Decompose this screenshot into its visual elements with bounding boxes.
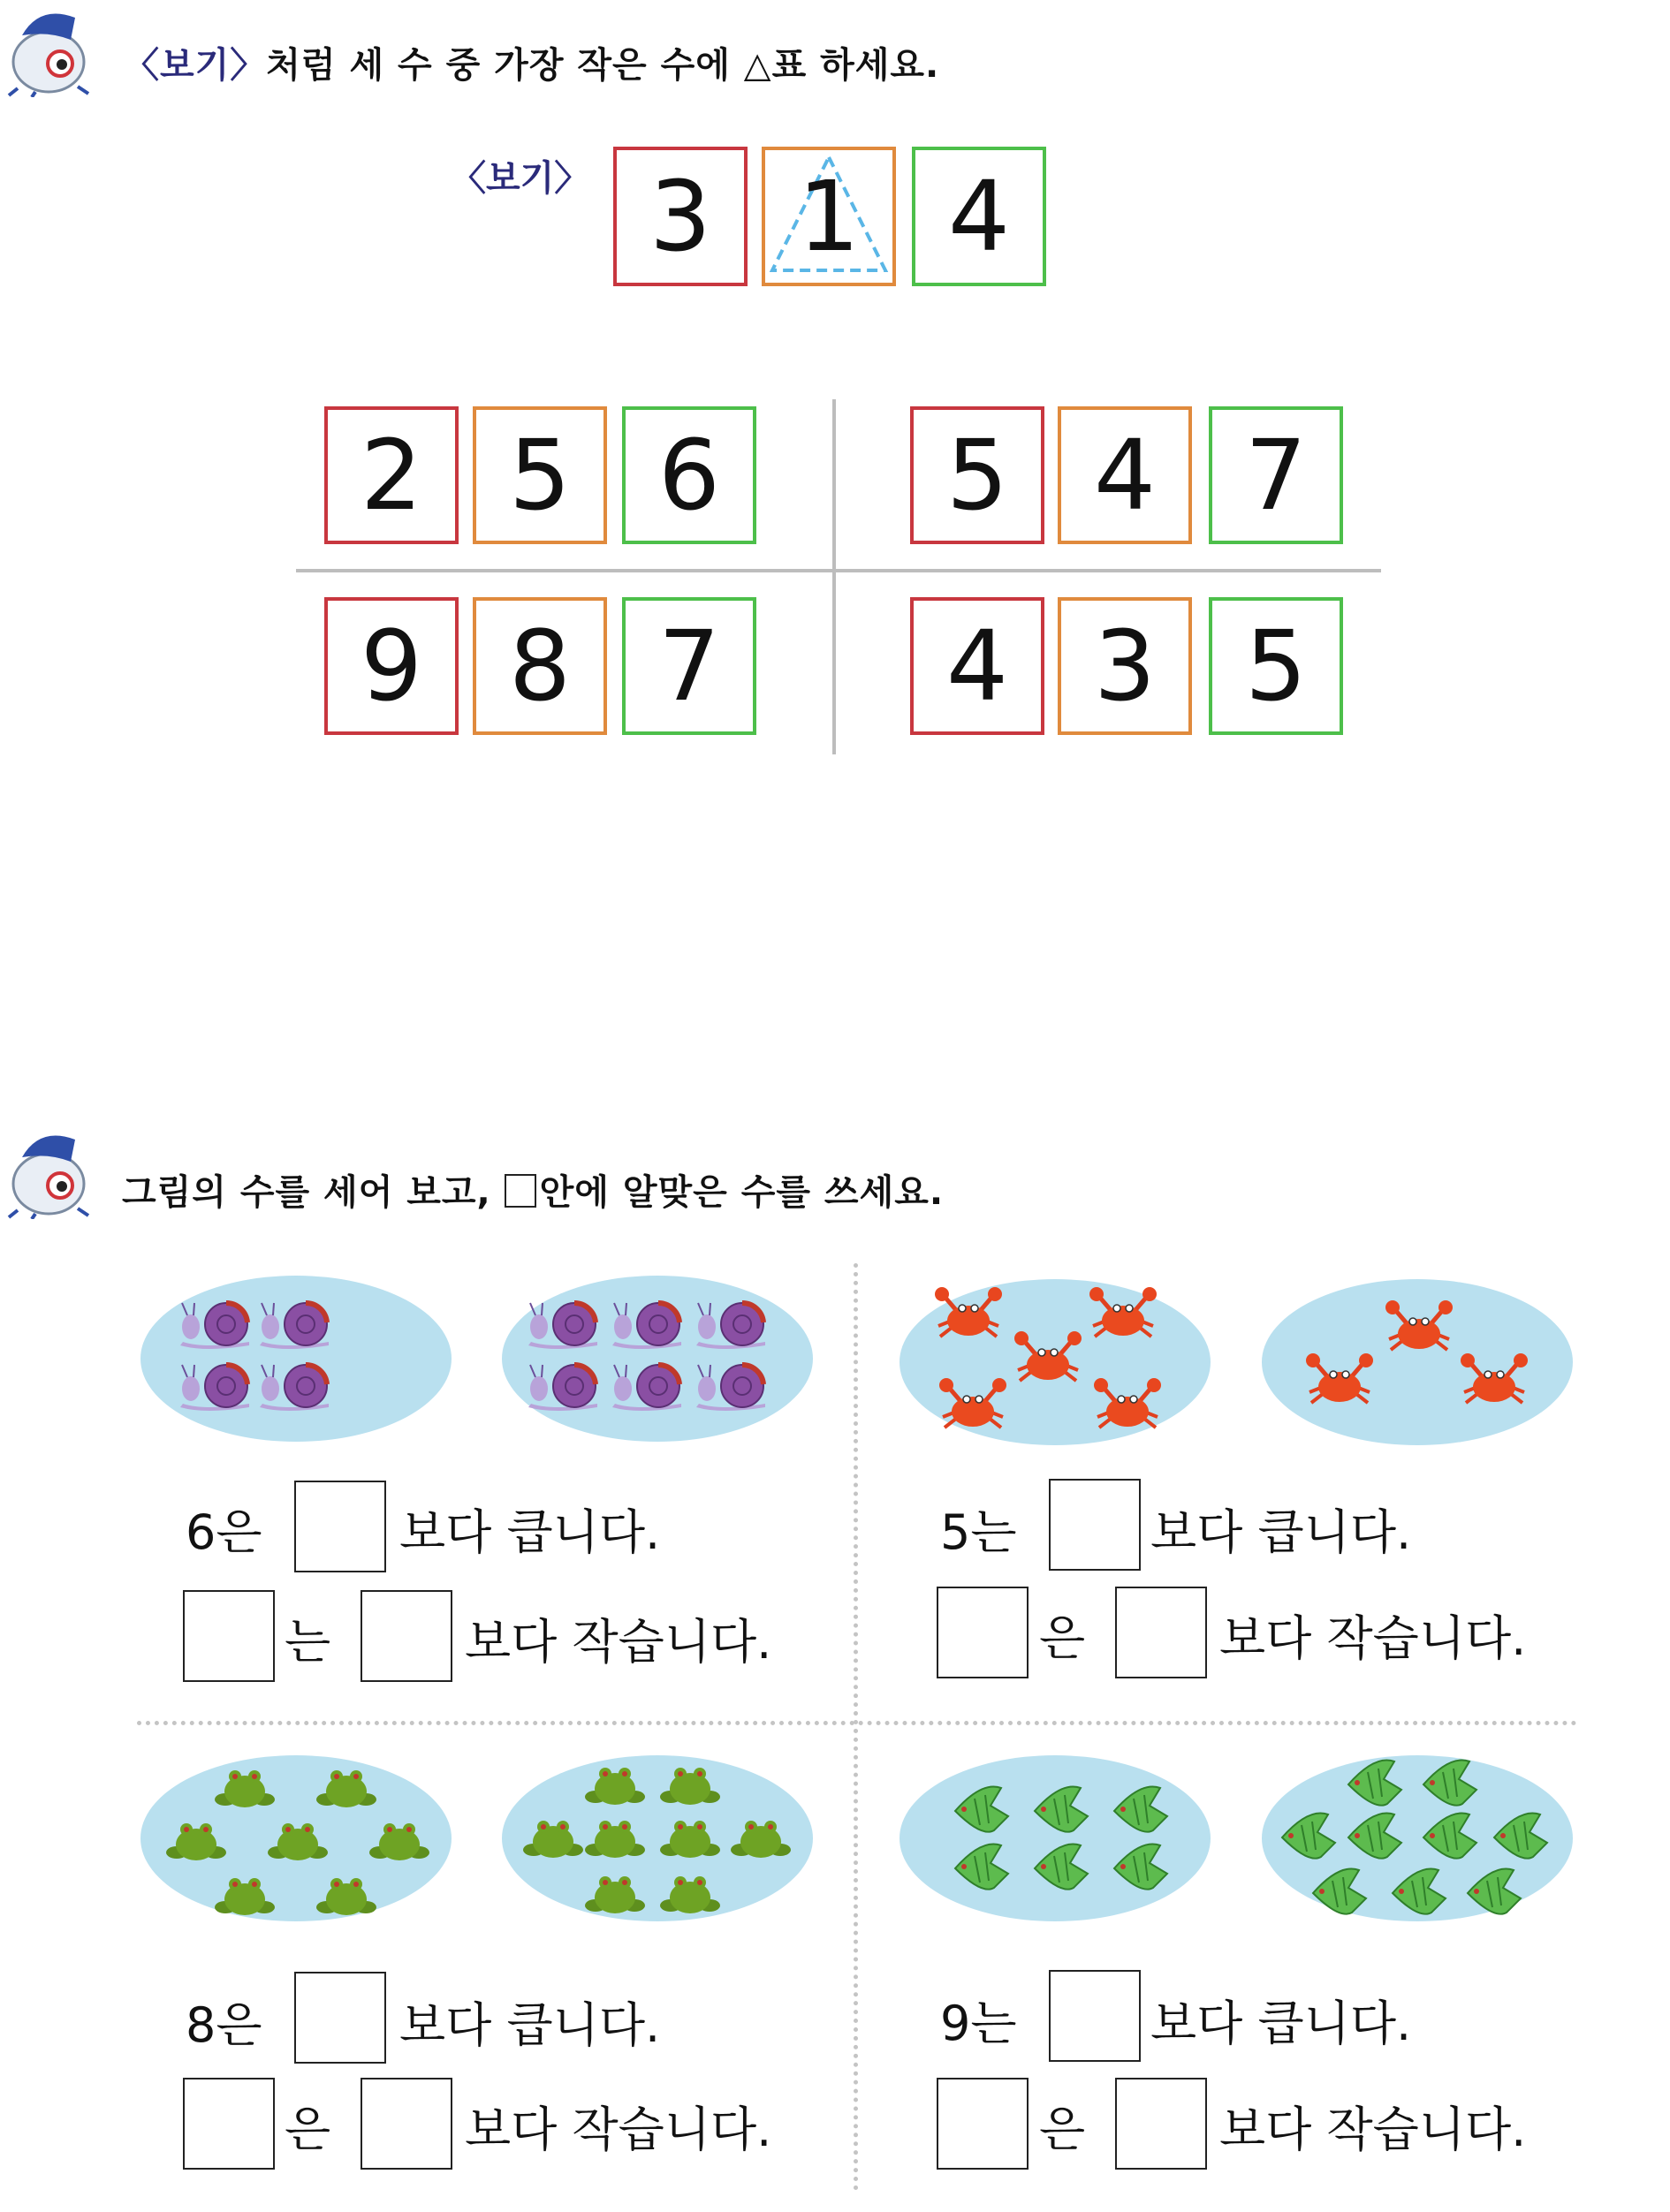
section1-instruction — [124, 37, 939, 87]
panel3-line1-suffix: 보다 큽니다. — [399, 1997, 661, 2053]
mascot-icon — [0, 1122, 97, 1219]
pond-frogs-left — [139, 1754, 453, 1923]
grid-divider-horizontal — [296, 569, 1381, 572]
pond-frogs-right — [500, 1754, 815, 1923]
panel-divider-vertical — [854, 1263, 858, 2191]
section2-instruction — [122, 1164, 944, 1215]
pond-fish-right — [1260, 1754, 1575, 1923]
panel1-line1-prefix: 6은 — [186, 1504, 262, 1560]
number-box[interactable]: 3 — [1058, 597, 1192, 735]
mascot-icon — [0, 0, 97, 97]
pond-crabs-right — [1260, 1277, 1575, 1447]
number-box[interactable]: 5 — [910, 406, 1044, 544]
panel3-line2-suffix: 보다 작습니다. — [465, 2102, 772, 2157]
number-box[interactable]: 7 — [1209, 406, 1343, 544]
example-number-box: 4 — [912, 147, 1046, 286]
number-box[interactable]: 5 — [473, 406, 607, 544]
panel1-line2-mid: 는 — [285, 1614, 331, 1670]
answer-box[interactable] — [1049, 1970, 1141, 2062]
instruction-text-post: 안에 알맞은 수를 쓰세요. — [539, 1172, 945, 1213]
answer-box[interactable] — [294, 1972, 386, 2064]
pond-snails-right — [500, 1274, 815, 1443]
answer-box[interactable] — [294, 1481, 386, 1572]
number-box[interactable]: 7 — [622, 597, 756, 735]
answer-box[interactable] — [1049, 1479, 1141, 1571]
number-box[interactable]: 8 — [473, 597, 607, 735]
instruction-bracket: 〈보기〉 — [124, 45, 267, 86]
pond-crabs-left — [898, 1277, 1212, 1447]
example-number-box: 3 — [613, 147, 748, 286]
pond-fish-left — [898, 1754, 1212, 1923]
example-smallest-number: 1 — [798, 160, 860, 273]
instruction-text: 처럼 세 수 중 가장 작은 수에 △표 하세요. — [266, 45, 940, 86]
panel4-line2-suffix: 보다 작습니다. — [1219, 2102, 1527, 2157]
blank-square-icon — [505, 1174, 536, 1208]
answer-box[interactable] — [937, 1587, 1029, 1678]
pond-snails-left — [139, 1274, 453, 1443]
pond-water — [140, 1276, 452, 1442]
panel4-line1-suffix: 보다 큽니다. — [1150, 1996, 1412, 2051]
panel3-line2-mid: 은 — [285, 2102, 331, 2157]
number-box[interactable]: 4 — [910, 597, 1044, 735]
answer-box[interactable] — [937, 2078, 1029, 2170]
answer-box[interactable] — [361, 2078, 452, 2170]
panel4-line2-mid: 은 — [1039, 2102, 1086, 2157]
panel1-line2-suffix: 보다 작습니다. — [465, 1614, 772, 1670]
panel-divider-horizontal — [137, 1721, 1577, 1725]
number-box[interactable]: 4 — [1058, 406, 1192, 544]
panel2-line1-prefix: 5는 — [940, 1504, 1017, 1560]
grid-divider-vertical — [832, 399, 836, 754]
panel3-line1-prefix: 8은 — [186, 1997, 262, 2053]
example-label: 〈보기〉 — [451, 158, 590, 199]
instruction-text-pre: 그림의 수를 세어 보고, — [122, 1172, 505, 1213]
panel2-line2-suffix: 보다 작습니다. — [1219, 1610, 1527, 1666]
number-box[interactable]: 2 — [324, 406, 459, 544]
panel2-line1-suffix: 보다 큽니다. — [1150, 1504, 1412, 1560]
answer-box[interactable] — [361, 1590, 452, 1682]
pond-water — [900, 1755, 1211, 1921]
answer-box[interactable] — [183, 1590, 275, 1682]
number-box[interactable]: 5 — [1209, 597, 1343, 735]
answer-box[interactable] — [183, 2078, 275, 2170]
panel2-line2-mid: 은 — [1039, 1610, 1086, 1666]
panel4-line1-prefix: 9는 — [940, 1996, 1017, 2051]
example-number-box-marked — [762, 147, 896, 286]
answer-box[interactable] — [1115, 2078, 1207, 2170]
answer-box[interactable] — [1115, 1587, 1207, 1678]
number-box[interactable]: 6 — [622, 406, 756, 544]
number-box[interactable]: 9 — [324, 597, 459, 735]
panel1-line1-suffix: 보다 큽니다. — [399, 1504, 661, 1560]
pond-water — [502, 1276, 813, 1442]
